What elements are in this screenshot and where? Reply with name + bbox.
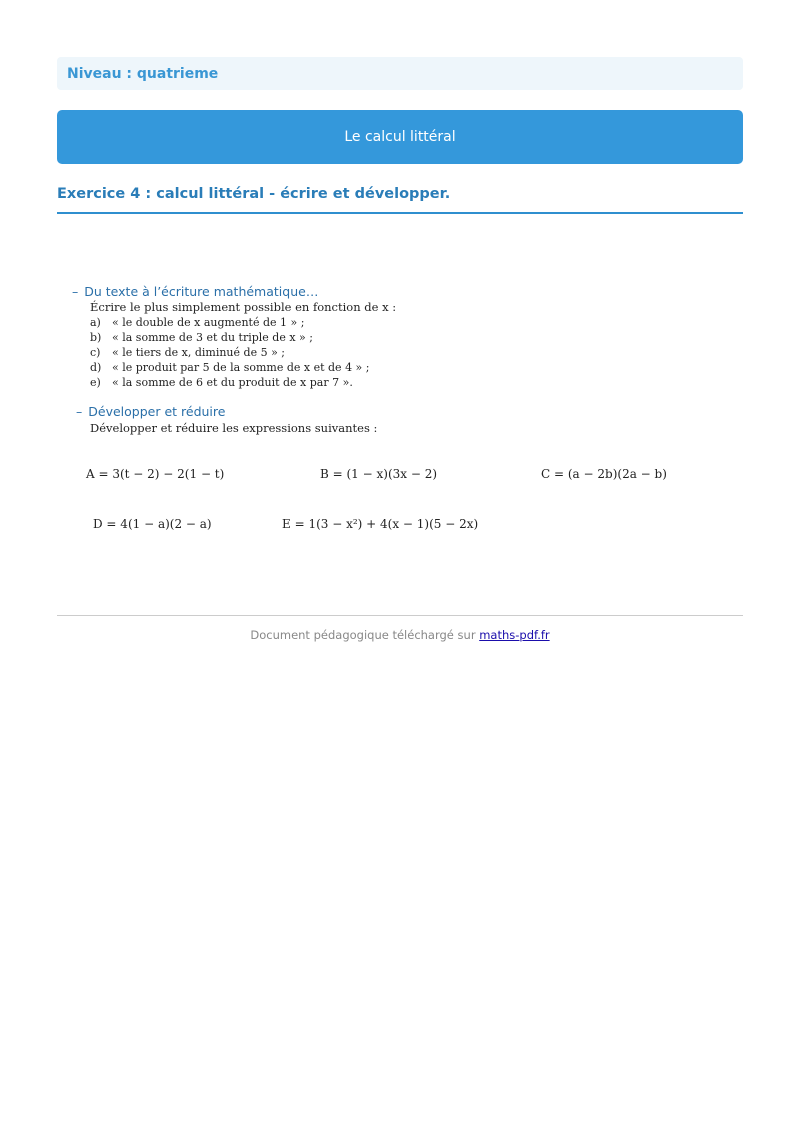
section1-heading: – Du texte à l’écriture mathématique… bbox=[72, 284, 319, 299]
level-banner bbox=[57, 57, 743, 90]
list-item: b) « la somme de 3 et du triple de x » ; bbox=[90, 331, 313, 344]
section2-heading: – Développer et réduire bbox=[76, 404, 226, 419]
expression-b: B = (1 − x)(3x − 2) bbox=[320, 467, 438, 481]
exercise-divider bbox=[57, 212, 743, 214]
title-banner bbox=[57, 110, 743, 164]
list-item: c) « le tiers de x, diminué de 5 » ; bbox=[90, 346, 286, 359]
expression-c: C = (a − 2b)(2a − b) bbox=[541, 467, 667, 481]
list-item: e) « la somme de 6 et du produit de x par 7 ». bbox=[90, 376, 353, 389]
exercise-heading: Exercice 4 : calcul littéral - écrire et développer. bbox=[57, 186, 451, 202]
expression-d: D = 4(1 − a)(2 − a) bbox=[93, 517, 212, 531]
section2-instruction: Développer et réduire les expressions suivantes : bbox=[90, 421, 378, 435]
footer-divider bbox=[57, 615, 743, 616]
expression-e: E = 1(3 − x²) + 4(x − 1)(5 − 2x) bbox=[282, 517, 479, 531]
footer bbox=[57, 628, 743, 642]
footer-link[interactable]: maths-pdf.fr bbox=[479, 628, 550, 642]
level-label: Niveau : quatrieme bbox=[67, 65, 219, 82]
list-item: d) « le produit par 5 de la somme de x et de 4 » ; bbox=[90, 361, 370, 374]
section1-instruction: Écrire le plus simplement possible en fonction de x : bbox=[90, 300, 397, 314]
page-title: Le calcul littéral bbox=[344, 129, 456, 145]
footer-text: Document pédagogique téléchargé sur bbox=[250, 628, 476, 642]
list-item: a) « le double de x augmenté de 1 » ; bbox=[90, 316, 305, 329]
expression-a: A = 3(t − 2) − 2(1 − t) bbox=[86, 467, 225, 481]
